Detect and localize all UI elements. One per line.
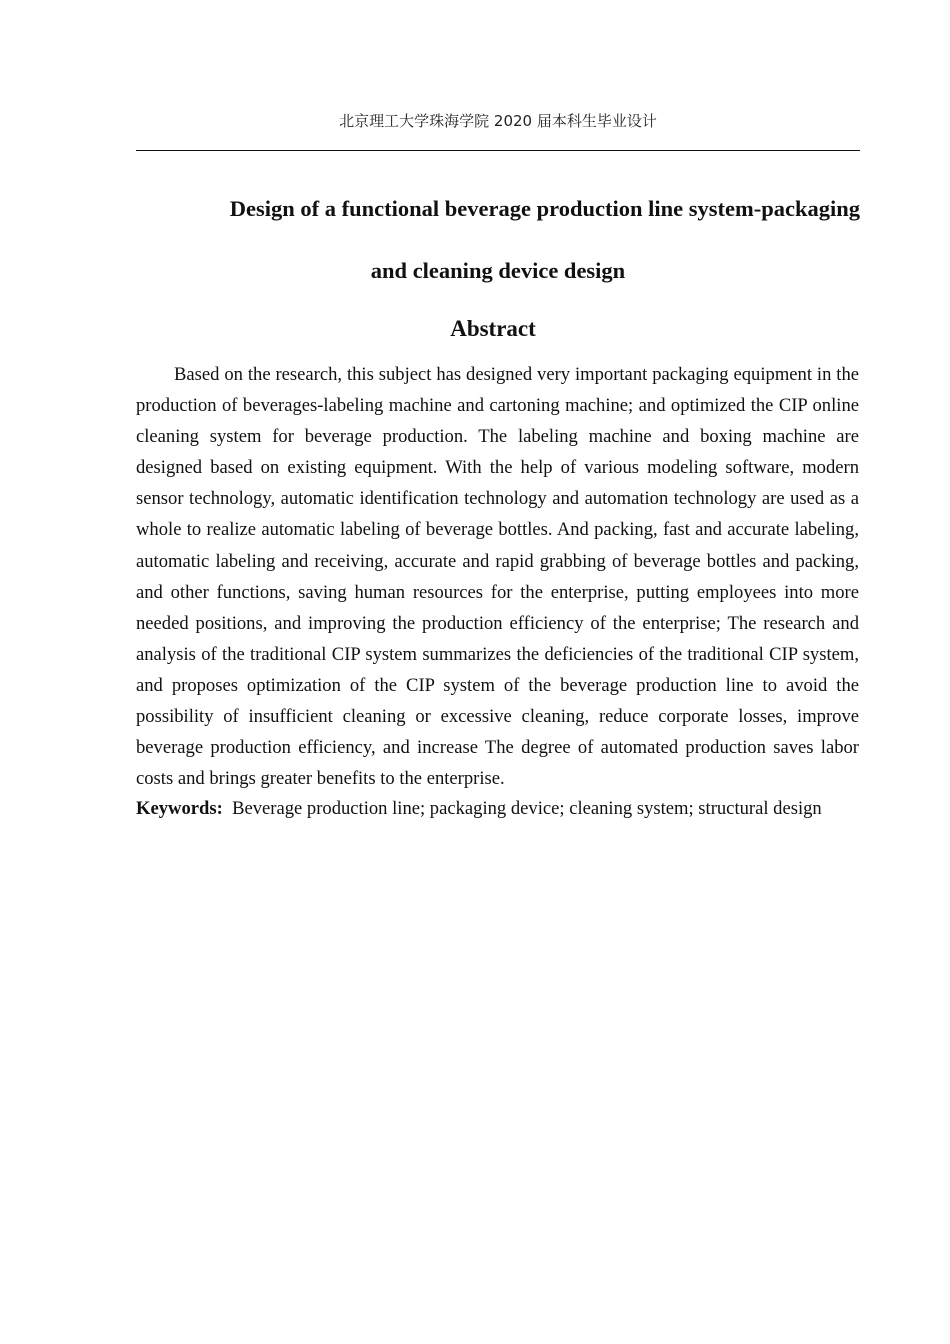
- paper-title: [136, 193, 860, 286]
- abstract-body: Based on the research, this subject has designed very important packaging equipment in the production of beverages-labeling machine and cartoning machine; and optimized the CIP online cleaning system for beverage production. The labeling machine and boxing machine are designed based on existing equipment. With the help of various modeling software, modern sensor technology, automatic identification technology and automation technology are used as a whole to realize automatic labeling of beverage bottles. And packing, fast and accurate labeling, automatic labeling and receiving, accurate and rapid grabbing of beverage bottles and packing, and other functions, saving human resources for the enterprise, putting employees into more needed positions, and improving the production efficiency of the enterprise; The research and analysis of the traditional CIP system summarizes the deficiencies of the traditional CIP system, and proposes optimization of the CIP system of the beverage production line to avoid the possibility of insufficient cleaning or excessive cleaning, reduce corporate losses, improve beverage production efficiency, and increase The degree of automated production saves labor costs and brings greater benefits to the enterprise.: [136, 364, 859, 790]
- paper-title-line-1: Design of a functional beverage production line system-packaging: [229, 196, 860, 221]
- page-header: 北京理工大学珠海学院 2020 届本科生毕业设计: [339, 112, 657, 130]
- header-divider: [136, 150, 860, 151]
- keywords-line: [136, 794, 860, 824]
- keywords-text: Beverage production line; packaging device; cleaning system; structural design: [232, 798, 822, 819]
- paper-title-line-2: and cleaning device design: [370, 258, 626, 283]
- keywords-label: Keywords:: [136, 798, 223, 819]
- abstract-heading: Abstract: [450, 316, 536, 341]
